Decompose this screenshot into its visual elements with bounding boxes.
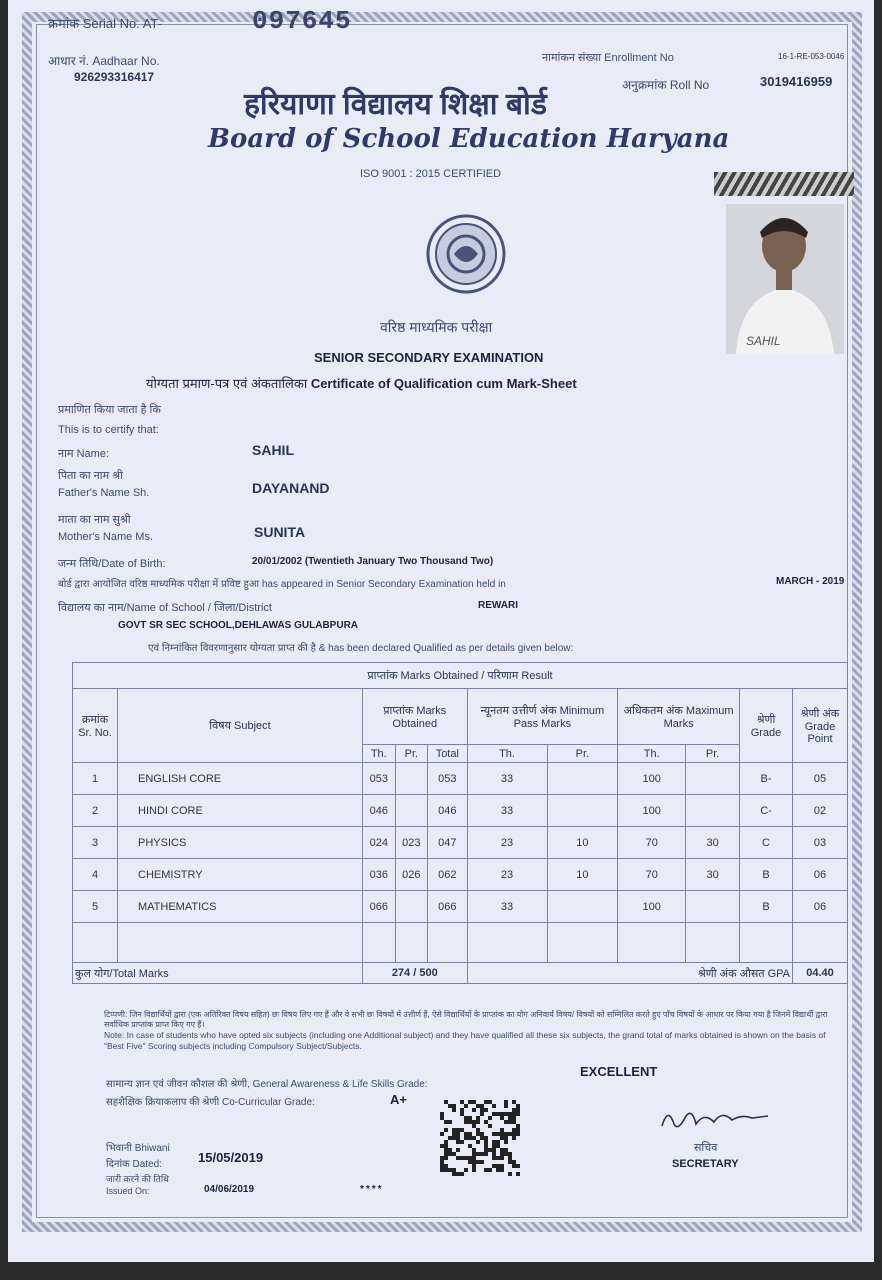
sr-no-cell: 5	[73, 891, 118, 923]
marksheet	[8, 0, 874, 1262]
min-th-cell: 33	[467, 763, 547, 795]
sr-no-cell: 3	[73, 827, 118, 859]
header-max-th: Th.	[618, 745, 686, 763]
min-pr-cell	[547, 891, 618, 923]
table-row	[73, 891, 848, 923]
table-row	[73, 827, 848, 859]
header-pr: Pr.	[395, 745, 428, 763]
obtained-pr-cell	[395, 763, 428, 795]
max-pr-cell: 30	[686, 827, 740, 859]
sr-no-cell: 1	[73, 763, 118, 795]
aadhaar-label: आधार नं. Aadhaar No.	[48, 54, 160, 68]
min-pr-cell: 10	[547, 859, 618, 891]
father-name: DAYANAND	[252, 480, 330, 496]
obtained-th-cell: 046	[363, 795, 396, 827]
header-obtained: प्राप्तांक Marks Obtained	[363, 689, 468, 745]
iso-certification: ISO 9001 : 2015 CERTIFIED	[360, 168, 502, 180]
total-marks: 274 / 500	[363, 963, 468, 984]
security-stripe	[714, 172, 854, 196]
certify-english: This is to certify that:	[58, 424, 159, 436]
grade-cell: B	[740, 859, 793, 891]
grade-point-cell: 06	[793, 859, 848, 891]
grade-point-cell: 03	[793, 827, 848, 859]
obtained-pr-cell: 026	[395, 859, 428, 891]
max-pr-cell	[686, 891, 740, 923]
obtained-pr-cell	[395, 795, 428, 827]
ga-label: सामान्य ज्ञान एवं जीवन कौशल की श्रेणी, General Awareness & Life Skills Grade:	[106, 1079, 428, 1090]
board-seal-icon	[426, 214, 506, 294]
obtained-total-cell: 047	[428, 827, 467, 859]
certificate-title-hindi: योग्यता प्रमाण-पत्र एवं अंकतालिका	[146, 376, 308, 391]
table-row	[73, 859, 848, 891]
grade-cell: C	[740, 827, 793, 859]
obtained-total-cell: 046	[428, 795, 467, 827]
max-th-cell: 100	[618, 891, 686, 923]
board-name-english: Board of School Education Haryana	[208, 124, 730, 154]
dob-value: 20/01/2002 (Twentieth January Two Thousand Two)	[252, 556, 494, 567]
gpa-label: श्रेणी अंक औसत GPA	[467, 963, 792, 984]
subject-cell: ENGLISH CORE	[118, 763, 363, 795]
header-min-pr: Pr.	[547, 745, 618, 763]
qr-code-icon	[440, 1100, 520, 1176]
date-label: दिनांक Dated:	[106, 1159, 162, 1170]
board-name-hindi: हरियाणा विद्यालय शिक्षा बोर्ड	[244, 88, 547, 121]
grade-cell: C-	[740, 795, 793, 827]
exam-name-english: SENIOR SECONDARY EXAMINATION	[314, 350, 544, 365]
max-pr-cell: 30	[686, 859, 740, 891]
exam-session: MARCH - 2019	[776, 576, 845, 587]
obtained-pr-cell	[395, 891, 428, 923]
obtained-th-cell: 024	[363, 827, 396, 859]
grade-point-cell: 06	[793, 891, 848, 923]
grade-cell: B-	[740, 763, 793, 795]
serial-label: क्रमांक Serial No. AT-	[48, 16, 162, 31]
min-pr-cell	[547, 795, 618, 827]
grade-point-cell: 05	[793, 763, 848, 795]
header-min: न्यूनतम उत्तीर्ण अंक Minimum Pass Marks	[467, 689, 618, 745]
school-name: GOVT SR SEC SCHOOL,DEHLAWAS GULABPURA	[118, 620, 359, 631]
roll-number: 3019416959	[760, 74, 833, 89]
max-pr-cell	[686, 795, 740, 827]
name-label: नाम Name:	[58, 448, 109, 460]
subject-cell: HINDI CORE	[118, 795, 363, 827]
father-label-hindi: पिता का नाम श्री	[58, 470, 123, 482]
obtained-th-cell: 053	[363, 763, 396, 795]
min-th-cell: 23	[467, 827, 547, 859]
photo-signature: SAHIL	[746, 334, 781, 348]
aadhaar-number: 926293316417	[74, 70, 155, 84]
mother-label-english: Mother's Name Ms.	[58, 531, 154, 543]
declared-text: एवं निम्नांकित विवरणानुसार योग्यता प्राप्त की है & has been declared Qualified as per details given below:	[148, 643, 574, 654]
min-pr-cell	[547, 763, 618, 795]
issued-label-english: Issued On:	[106, 1186, 150, 1196]
school-label: विद्यालय का नाम/Name of School / जिला/District	[58, 602, 272, 614]
header-srno: क्रमांक Sr. No.	[73, 689, 118, 763]
table-row	[73, 763, 848, 795]
min-th-cell: 33	[467, 795, 547, 827]
header-th: Th.	[363, 745, 396, 763]
min-th-cell: 23	[467, 859, 547, 891]
header-max: अधिकतम अंक Maximum Marks	[618, 689, 740, 745]
header-total: Total	[428, 745, 467, 763]
max-th-cell: 70	[618, 827, 686, 859]
subject-cell: MATHEMATICS	[118, 891, 363, 923]
header-max-pr: Pr.	[686, 745, 740, 763]
obtained-th-cell: 036	[363, 859, 396, 891]
max-pr-cell	[686, 763, 740, 795]
header-subject: विषय Subject	[118, 689, 363, 763]
place-label: भिवानी Bhiwani	[106, 1143, 170, 1154]
roll-label: अनुक्रमांक Roll No	[622, 78, 710, 92]
mother-name: SUNITA	[254, 524, 306, 540]
table-row	[73, 795, 848, 827]
secretary-english: SECRETARY	[672, 1158, 739, 1170]
header-grade: श्रेणी Grade	[740, 689, 793, 763]
district-value: REWARI	[478, 600, 518, 611]
subject-cell: CHEMISTRY	[118, 859, 363, 891]
marks-table	[72, 662, 848, 984]
enrollment-label: नामांकन संख्या Enrollment No	[542, 52, 674, 64]
table-title: प्राप्तांक Marks Obtained / परिणाम Result	[73, 663, 848, 689]
max-th-cell: 100	[618, 795, 686, 827]
max-th-cell: 100	[618, 763, 686, 795]
sr-no-cell: 2	[73, 795, 118, 827]
mother-label-hindi: माता का नाम सुश्री	[58, 514, 131, 526]
total-label: कुल योग/Total Marks	[73, 963, 363, 984]
max-th-cell: 70	[618, 859, 686, 891]
grade-cell: B	[740, 891, 793, 923]
appeared-text: बोर्ड द्वारा आयोजित वरिष्ठ माध्यमिक परीक्षा में प्रविष्ट हुआ has appeared in Senior Secondary Examination held in	[58, 579, 506, 590]
candidate-name: SAHIL	[252, 442, 294, 458]
obtained-th-cell: 066	[363, 891, 396, 923]
person-photo-icon	[726, 204, 844, 354]
cc-label: सहशैक्षिक क्रियाकलाप की श्रेणी Co-Curricular Grade:	[106, 1097, 315, 1108]
certificate-title	[146, 374, 577, 392]
serial-number: 097645	[252, 6, 352, 36]
gpa-value: 04.40	[793, 963, 848, 984]
secretary-signature	[656, 1102, 776, 1136]
obtained-total-cell: 062	[428, 859, 467, 891]
obtained-total-cell: 066	[428, 891, 467, 923]
note-hindi: टिप्पणी: जिन विद्यार्थियों द्वारा (एक अतिरिक्त विषय सहित) छः विषय लिए गए हैं और वे सभी छः विषयों में उत्तीर्ण हैं, ऐसे विद्यार्थियों के प्राप्तांक का योग अनिवार्य विषय/ विषयों को सम्मिलित करते हुए पाँच विषयों के आधार पर किया गया है जिनमें विद्यार्थी द्वारा सर्वाधिक प्राप्तांक प्राप्त किए गए हैं।	[104, 1010, 828, 1029]
certify-hindi: प्रमाणित किया जाता है कि	[58, 404, 161, 416]
enrollment-number: 16-1-RE-053-0046	[778, 52, 845, 61]
date-value: 15/05/2019	[198, 1150, 264, 1165]
certificate-title-english: Certificate of Qualification cum Mark-Sheet	[310, 376, 577, 391]
subject-cell: PHYSICS	[118, 827, 363, 859]
note-english: Note: In case of students who have opted six subjects (including one Additional subject) and they have qualified all these six subjects, the grand total of marks obtained is shown on the basis of "Best Five" Scoring subjects including Compulsory Subject/Subjects.	[104, 1030, 826, 1051]
issued-label-hindi: जारी करने की तिथि	[106, 1174, 169, 1184]
secretary-hindi: सचिव	[694, 1142, 718, 1154]
father-label-english: Father's Name Sh.	[58, 487, 150, 499]
ga-grade: EXCELLENT	[580, 1064, 658, 1079]
dob-label: जन्म तिथि/Date of Birth:	[58, 558, 166, 570]
issued-on: 04/06/2019	[204, 1184, 255, 1195]
cc-grade: A+	[390, 1092, 407, 1107]
stars: ****	[360, 1184, 384, 1195]
sr-no-cell: 4	[73, 859, 118, 891]
header-min-th: Th.	[467, 745, 547, 763]
obtained-total-cell: 053	[428, 763, 467, 795]
obtained-pr-cell: 023	[395, 827, 428, 859]
min-th-cell: 33	[467, 891, 547, 923]
min-pr-cell: 10	[547, 827, 618, 859]
grade-point-cell: 02	[793, 795, 848, 827]
header-grade-point: श्रेणी अंक Grade Point	[793, 689, 848, 763]
exam-name-hindi: वरिष्ठ माध्यमिक परीक्षा	[380, 319, 493, 335]
student-photo	[726, 204, 844, 354]
